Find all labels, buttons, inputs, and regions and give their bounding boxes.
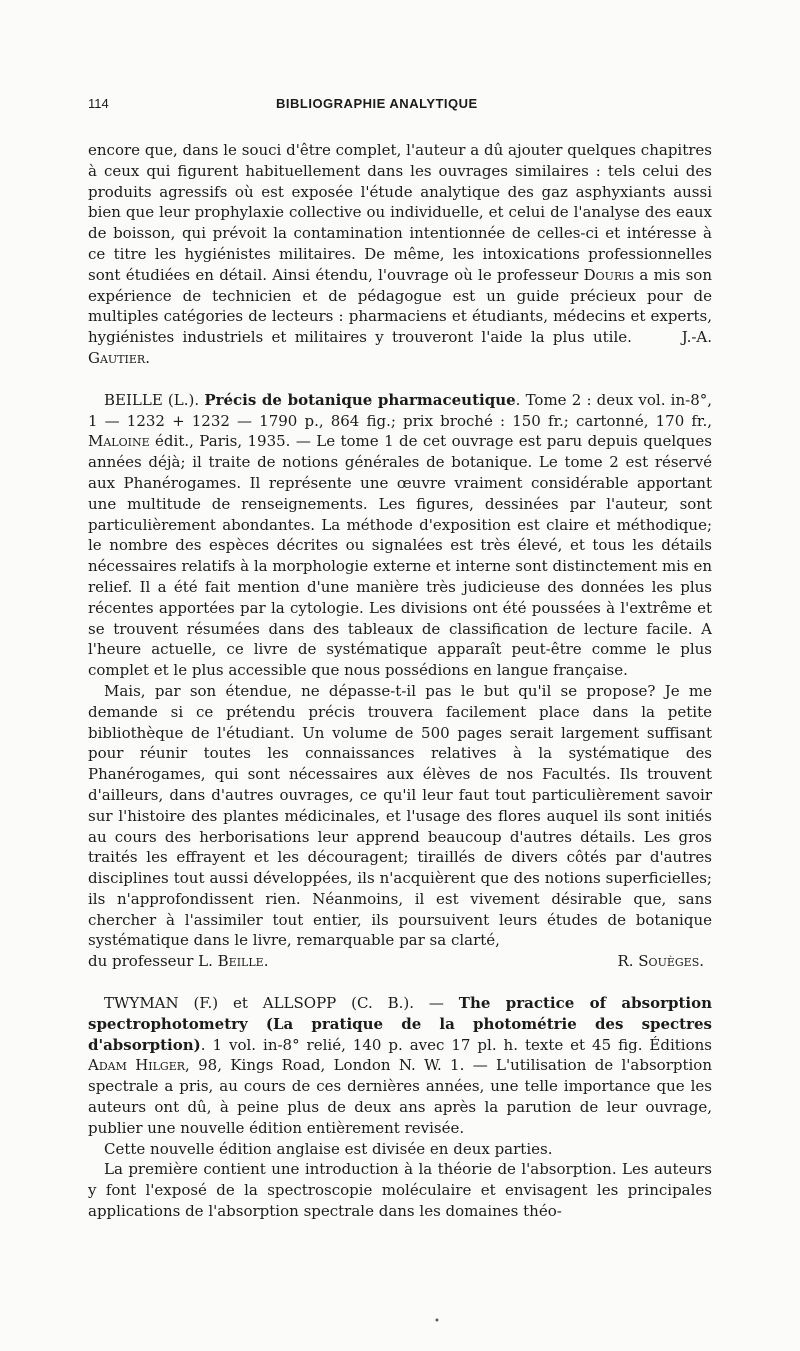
running-head bbox=[88, 96, 712, 118]
print-mark: • bbox=[434, 1316, 440, 1327]
author-name: Douris bbox=[583, 265, 635, 284]
publisher-name: Adam Hilger bbox=[88, 1056, 186, 1075]
review-twyman-paragraph-2: Cette nouvelle édition anglaise est divisée en deux parties. bbox=[104, 1139, 553, 1158]
publisher-name: Maloine bbox=[88, 432, 150, 451]
review-twyman-paragraph-3: La première contient une introduction à la théorie de l'absorption. Les auteurs y font l'exposé de la spectroscopie moléculaire et envisagent les principales applications de l'absorption spectrale dans les domaines théo- bbox=[88, 1160, 712, 1221]
book-author: TWYMAN (F.) et ALLSOPP (C. B.). — bbox=[104, 994, 459, 1013]
reviewer-signature: R. Souèges. bbox=[617, 952, 704, 971]
book-title: The practice of absorption spectrophotometry (La pratique de la photométrie des spectres d'absorption) bbox=[88, 994, 713, 1054]
reviewer-signature: J.-A. Gautier. bbox=[88, 328, 713, 367]
page-number: 114 bbox=[88, 96, 109, 111]
header-title: BIBLIOGRAPHIE ANALYTIQUE bbox=[276, 96, 478, 111]
review-beille-paragraph-1: BEILLE (L.). Précis de botanique pharmaceutique. Tome 2 : deux vol. in-8°, 1 — 1232 + 1232 — 1790 p., 864 fig.; prix broché : 150 fr.; cartonné, 170 fr., Maloine édit., Paris, 1935. — Le tome 1 de cet ouvrage est paru depuis quelques années déjà; il traite de notions générales de botanique. Le tome 2 est réservé aux Phanérogames. Il représente une œuvre vraiment considérable apportant une multitude de renseignements. Les figures, dessinées par l'auteur, sont particulièrement abondantes. La méthode d'exposition est claire et méthodique; le nombre des espèces décrites ou signalées est très élevé, et tous les détails nécessaires relatifs à la morphologie externe et interne sont distinctement mis en relief. Il a été fait mention d'une manière très judicieuse des données les plus récentes apportées par la cytologie. Les divisions ont été poussées à l'extrême et se trouvent résumées dans des tableaux de classification de lecture facile. A l'heure actuelle, ce livre de systématique apparaît peut-être comme le plus complet et le plus accessible que nous possédions en langue française. bbox=[88, 390, 713, 680]
journal-page bbox=[88, 96, 712, 1222]
review-beille-paragraph-2: Mais, par son étendue, ne dépasse-t-il pas le but qu'il se propose? Je me demande si ce prétendu précis trouvera facilement place dans la petite bibliothèque de l'étudiant. Un volume de 500 pages serait largement suffisant pour réunir toutes les connaissances relatives à la systématique des Phanérogames, qui sont nécessaires aux élèves de nos Facultés. Ils trouvent d'ailleurs, dans d'autres ouvrages, ce qu'il leur faut tout particulièrement savoir sur l'histoire des plantes médicinales, et l'usage des flores auquel ils sont initiés au cours des herborisations leur apprend beaucoup d'autres détails. Les gros traités les effrayent et les découragent; tiraillés de divers côtés par d'autres disciplines tout aussi développées, ils n'acquièrent que des notions superficielles; ils n'approfondissent rien. Néanmoins, il est vivement désirable que, sans chercher à l'assimiler tout entier, ils poursuivent leurs études de botanique systématique dans le livre, remarquable par sa clarté, bbox=[88, 681, 712, 950]
book-author: BEILLE (L.). bbox=[104, 390, 205, 409]
book-title: Précis de botanique pharmaceutique bbox=[204, 390, 516, 409]
review-continuation-paragraph: encore que, dans le souci d'être complet, l'auteur a dû ajouter quelques chapitres à ceux qui figurent habituellement dans les ouvrages similaires : tels celui des produits agressifs où est exposée l'étude analytique des gaz asphyxiants aussi bien que leur prophylaxie collective ou individuelle, et celui de l'analyse des eaux de boisson, qui prévoit la contamination intentionnée de celles-ci et intéresse à ce titre les hygiénistes militaires. De même, les intoxications professionnelles sont étudiées en détail. Ainsi étendu, l'ouvrage où le professeur Douris a mis son expérience de technicien et de pédagogue est un guide précieux pour de multiples catégories de lecteurs : pharmaciens et étudiants, médecins et experts, hygiénistes industriels et militaires y trouveront l'aide la plus utile. J.-A. Gautier. bbox=[88, 141, 713, 367]
review-beille-last-line: du professeur L. Beille. R. Souèges. bbox=[88, 952, 704, 971]
review-twyman-paragraph-1: TWYMAN (F.) et ALLSOPP (C. B.). — The practice of absorption spectrophotometry (La pratique de la photométrie des spectres d'absorption). 1 vol. in-8° relié, 140 p. avec 17 pl. h. texte et 45 fig. Éditions Adam Hilger, 98, Kings Road, London N. W. 1. — L'utilisation de l'absorption spectrale a pris, au cours de ces dernières années, une telle importance que les auteurs ont dû, à peine plus de deux ans après la parution de leur ouvrage, publier une nouvelle édition entièrement revisée. bbox=[88, 994, 713, 1137]
